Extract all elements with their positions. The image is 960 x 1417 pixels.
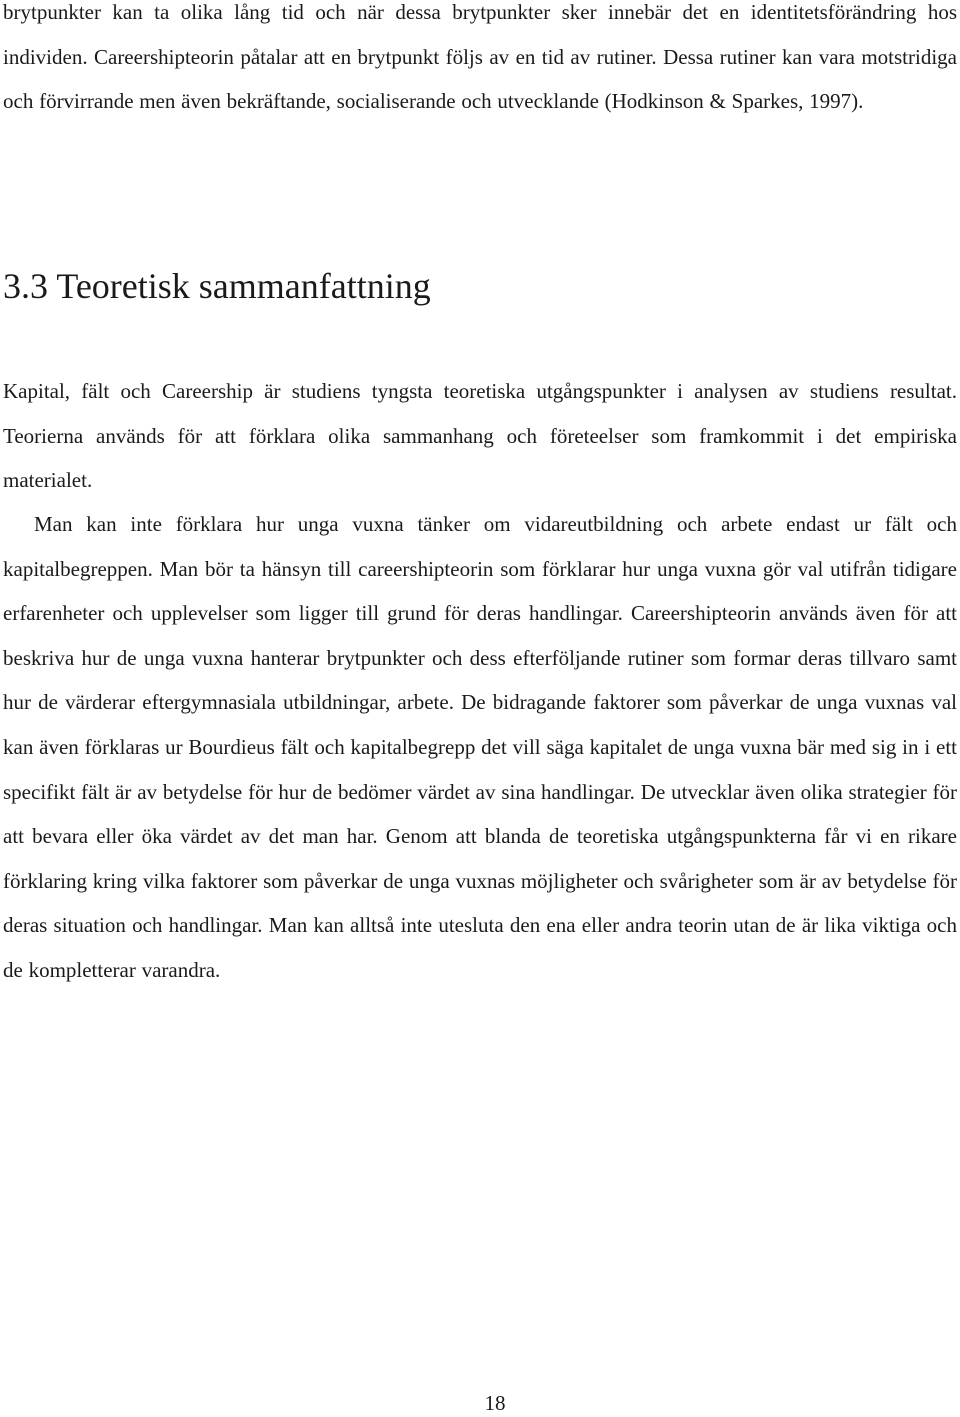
page-number: 18 xyxy=(484,1391,506,1415)
summary-paragraph-one: Kapital, fält och Careership är studiens tyngsta teoretiska utgångspunkter i analysen av studiens resultat. Teorierna används för att förklara olika sammanhang och företeelser som framkommit i det empiriska materialet. xyxy=(3,379,957,493)
section-heading: 3.3 Teoretisk sammanfattning xyxy=(3,266,431,306)
summary-paragraph-two: Man kan inte förklara hur unga vuxna tänker om vidareutbildning och arbete endast ur fält och kapitalbegreppen. Man bör ta hänsyn till careershipteorin som förklarar hur unga vuxna gör val utifrån tidigare erfarenheter och upplevelser som ligger till grund för deras handlingar. Careershipteorin används även för att beskriva hur de unga vuxna hanterar brytpunkter och dess efterföljande rutiner som formar deras tillvaro samt hur de värderar eftergymnasiala utbildningar, arbete. De bidragande faktorer som påverkar de unga vuxnas val kan även förklaras ur Bourdieus fält och kapitalbegrepp det vill säga kapitalet de unga vuxna bär med sig in i ett specifikt fält är av betydelse för hur de bedömer värdet av sina handlingar. De utvecklar även olika strategier för att bevara eller öka värdet av det man har. Genom att blanda de teoretiska utgångspunkterna får vi en rikare förklaring kring vilka faktorer som påverkar de unga vuxnas möjligheter och svårigheter som är av betydelse för deras situation och handlingar. Man kan alltså inte utesluta den ena eller andra teorin utan de är lika viktiga och de kompletterar varandra. xyxy=(3,512,957,982)
intro-paragraph: brytpunkter kan ta olika lång tid och när dessa brytpunkter sker innebär det en identitetsförändring hos individen. Careershipteorin påtalar att en brytpunkt följs av en tid av rutiner. Dessa rutiner kan vara motstridiga och förvirrande men även bekräftande, socialiserande och utvecklande (Hodkinson & Sparkes, 1997). xyxy=(3,0,957,114)
